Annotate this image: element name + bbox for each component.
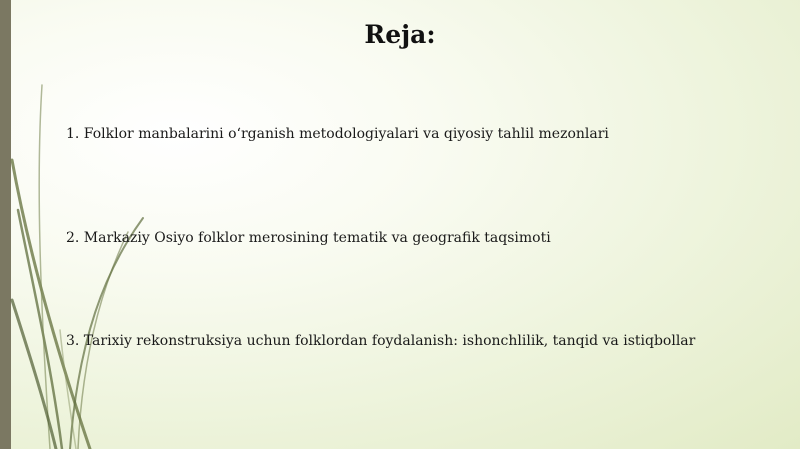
agenda-item: 2. Markaziy Osiyo folklor merosining tematik va geografik taqsimoti bbox=[66, 230, 551, 246]
slide-title: Reja: bbox=[364, 20, 436, 49]
agenda-list bbox=[66, 0, 786, 449]
agenda-item: 1. Folklor manbalarini o‘rganish metodologiyalari va qiyosiy tahlil mezonlari bbox=[66, 126, 609, 142]
agenda-item: 3. Tarixiy rekonstruksiya uchun folklordan foydalanish: ishonchlilik, tanqid va istiqbollar bbox=[66, 333, 696, 349]
